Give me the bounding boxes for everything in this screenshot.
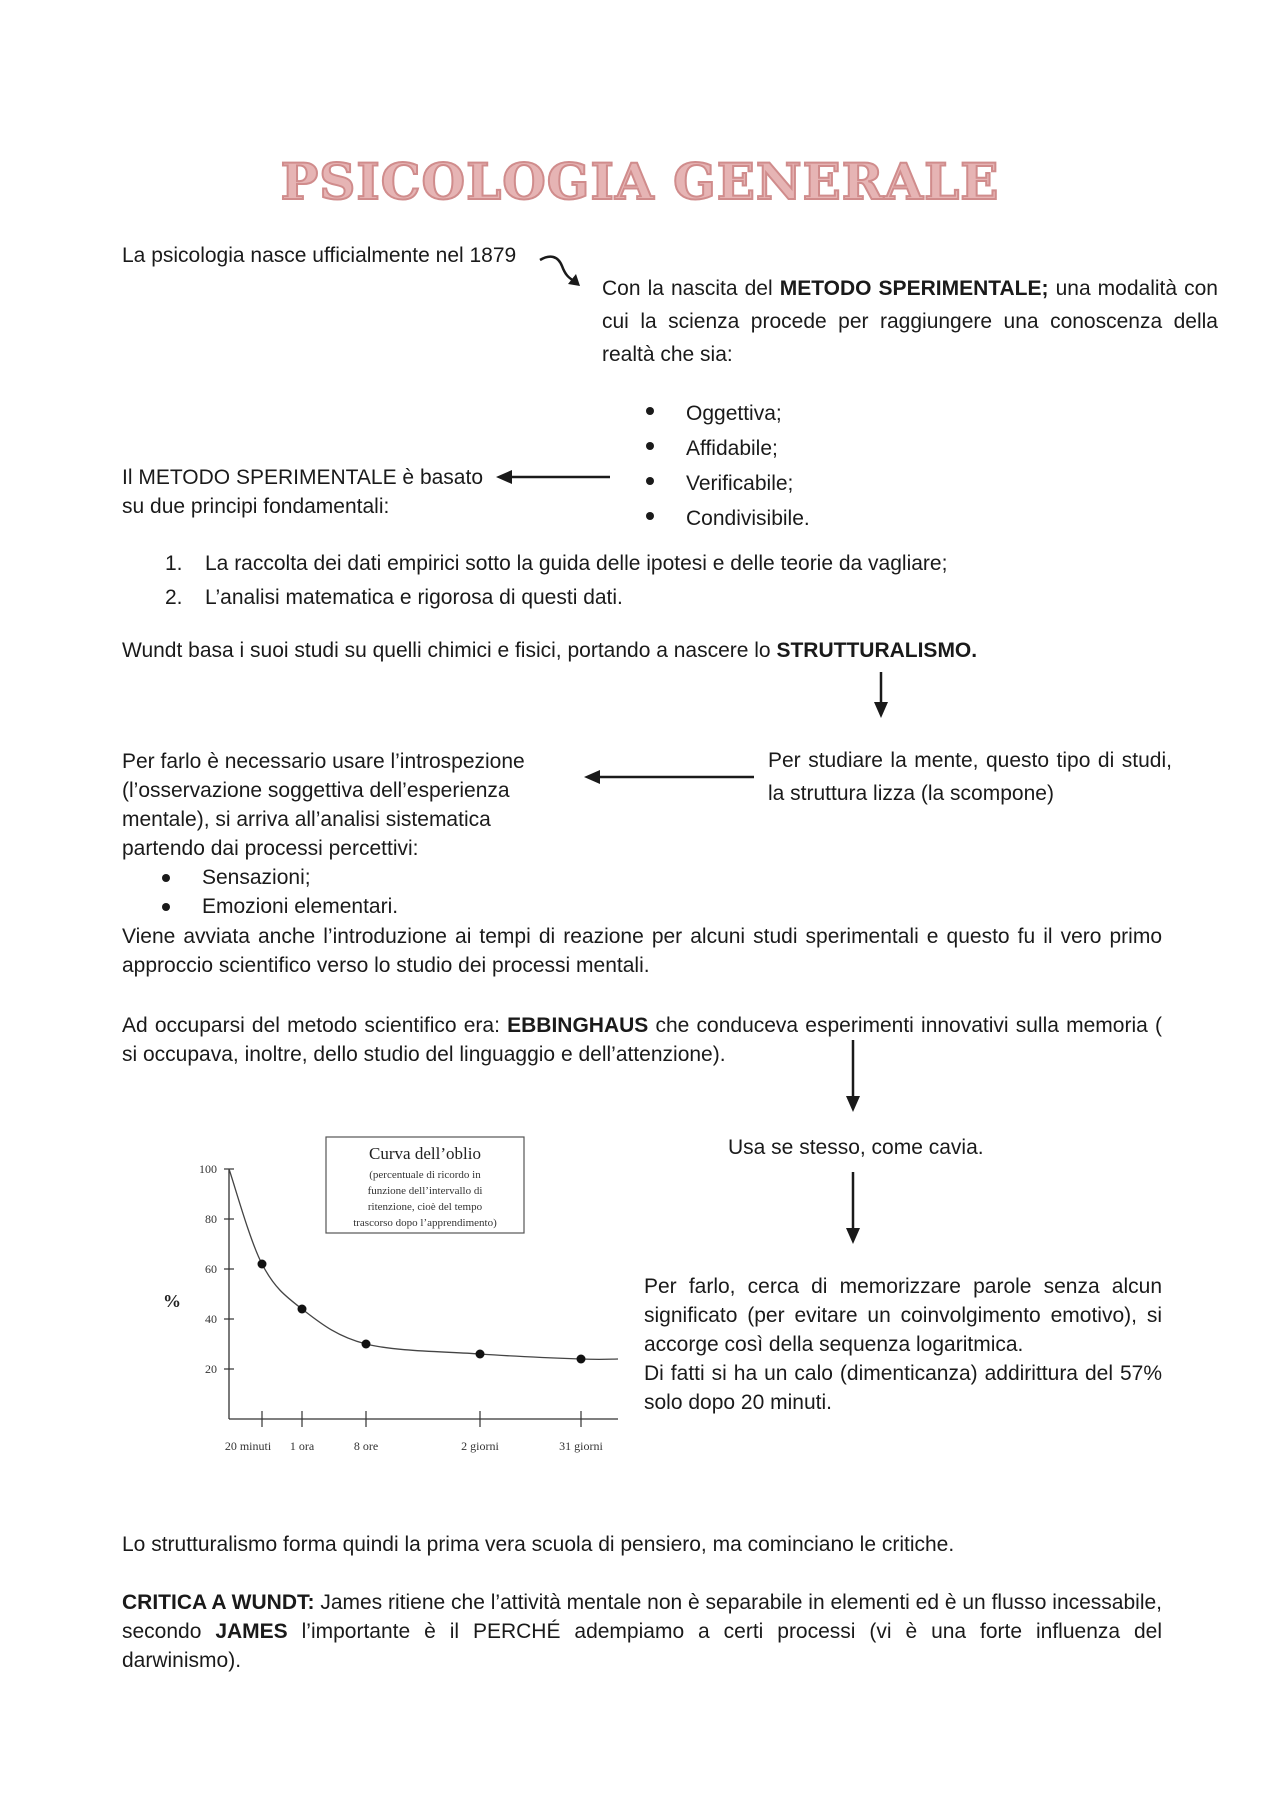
list-item [165, 581, 947, 615]
x-tick-label: 1 ora [289, 1439, 315, 1453]
perception-list [162, 863, 398, 921]
ebbinghaus-bold: EBBINGHAUS [507, 1014, 649, 1037]
list-item: Emozioni elementari. [162, 892, 398, 921]
ebbinghaus-pre: Ad occuparsi del metodo scientifico era: [122, 1014, 508, 1037]
method-post: una modalità con cui la scienza procede per raggiungere una conoscenza della realtà che sia: [602, 277, 1218, 366]
memorize-text: Per farlo, cerca di memorizzare parole senza alcun significato (per evitare un coinvolgimento emotivo), si accorge così della sequenza logaritmica. [644, 1275, 1162, 1356]
self-subject-text: Usa se stesso, come cavia. [728, 1136, 984, 1159]
x-tick-label: 31 giorni [559, 1439, 603, 1453]
introspection-paragraph: Per farlo è necessario usare l’introspezione (l’osservazione soggettiva dell’esperienza mentale), si arriva all’analisi sistematica partendo dai processi percettivi: [122, 750, 525, 860]
list-item: Oggettiva; [646, 396, 810, 431]
y-tick-label: 40 [205, 1312, 217, 1326]
method-bold: METODO SPERIMENTALE; [779, 277, 1049, 300]
critique-bold: CRITICA A WUNDT: [122, 1591, 315, 1614]
drop-text: Di fatti si ha un calo (dimenticanza) addirittura del 57% solo dopo 20 minuti. [644, 1362, 1162, 1414]
y-axis-label: % [163, 1291, 181, 1311]
method-pre: Con la nascita del [602, 277, 780, 300]
list-item: Sensazioni; [162, 863, 398, 892]
critique-part1: James ritiene che l’attività mentale non è separabile in elementi ed è un flusso incessabile, secondo [122, 1591, 1163, 1643]
chart-subtitle-line: ritenzione, cioè del tempo [367, 1201, 483, 1213]
x-tick-label: 8 ore [353, 1439, 379, 1453]
data-point [258, 1260, 267, 1269]
data-point [577, 1355, 586, 1364]
down-arrow-icon [842, 1172, 864, 1244]
left-arrow-icon [584, 766, 756, 788]
down-arrow-icon [870, 672, 892, 718]
page-title: PSICOLOGIA GENERALE [280, 152, 1000, 211]
ebbinghaus-paragraph [122, 1011, 1162, 1069]
chart-subtitle-line: (percentuale di ricordo in [369, 1169, 481, 1181]
list-text: La raccolta dei dati empirici sotto la guida delle ipotesi e delle teorie da vagliare; [205, 552, 948, 575]
qualities-list [646, 396, 810, 536]
list-text: L’analisi matematica e rigorosa di questi dati. [205, 586, 623, 609]
list-number: 1. [165, 552, 183, 575]
list-item: Condivisibile. [646, 501, 810, 536]
forgetting-curve-chart [150, 1130, 630, 1470]
y-tick-label: 60 [205, 1262, 217, 1276]
critique-paragraph [122, 1588, 1162, 1675]
chart-subtitle-line: trascorso dopo l’apprendimento) [353, 1217, 497, 1229]
wundt-pre: Wundt basa i suoi studi su quelli chimici e fisici, portando a nascere lo [122, 639, 777, 662]
x-tick-label: 2 giorni [461, 1439, 499, 1453]
ebbinghaus-post: che conduceva esperimenti innovativi sulla memoria ( si occupava, inoltre, dello studio del linguaggio e dell’attenzione). [122, 1014, 1162, 1066]
data-point [476, 1350, 485, 1359]
chart-subtitle-line: funzione dell’intervallo di [367, 1185, 483, 1197]
intro-text: La psicologia nasce ufficialmente nel 1879 [122, 244, 517, 267]
data-point [362, 1340, 371, 1349]
critique-part2: l’importante è il PERCHÉ adempiamo a certi processi (vi è una forte influenza del darwinismo). [122, 1620, 1162, 1672]
list-item [165, 547, 947, 581]
chart-title: Curva dell’oblio [369, 1144, 481, 1163]
list-number: 2. [165, 586, 183, 609]
down-arrow-icon [842, 1040, 864, 1112]
y-tick-label: 80 [205, 1212, 217, 1226]
critique-james: JAMES [215, 1620, 288, 1643]
principles-intro: Il METODO SPERIMENTALE è basato su due principi fondamentali: [122, 466, 483, 518]
data-point [298, 1305, 307, 1314]
principles-list [165, 547, 947, 615]
list-item: Affidabile; [646, 431, 810, 466]
curved-arrow-icon [536, 246, 586, 292]
y-tick-label: 20 [205, 1362, 217, 1376]
x-tick-label: 20 minuti [224, 1439, 272, 1453]
wundt-line [122, 636, 977, 665]
method-paragraph [602, 272, 1218, 371]
reaction-times-paragraph: Viene avviata anche l’introduzione ai tempi di reazione per alcuni studi sperimentali e questo fu il vero primo approccio scientifico verso lo studio dei processi mentali. [122, 925, 1162, 977]
first-school-text: Lo strutturalismo forma quindi la prima vera scuola di pensiero, ma cominciano le critiche. [122, 1533, 955, 1556]
memorize-paragraph [644, 1272, 1162, 1417]
y-tick-label: 100 [199, 1162, 217, 1176]
wundt-bold: STRUTTURALISMO. [776, 639, 978, 662]
structure-note: Per studiare la mente, questo tipo di studi, la struttura lizza (la scompone) [768, 749, 1172, 805]
list-item: Verificabile; [646, 466, 810, 501]
left-arrow-icon [496, 466, 612, 488]
